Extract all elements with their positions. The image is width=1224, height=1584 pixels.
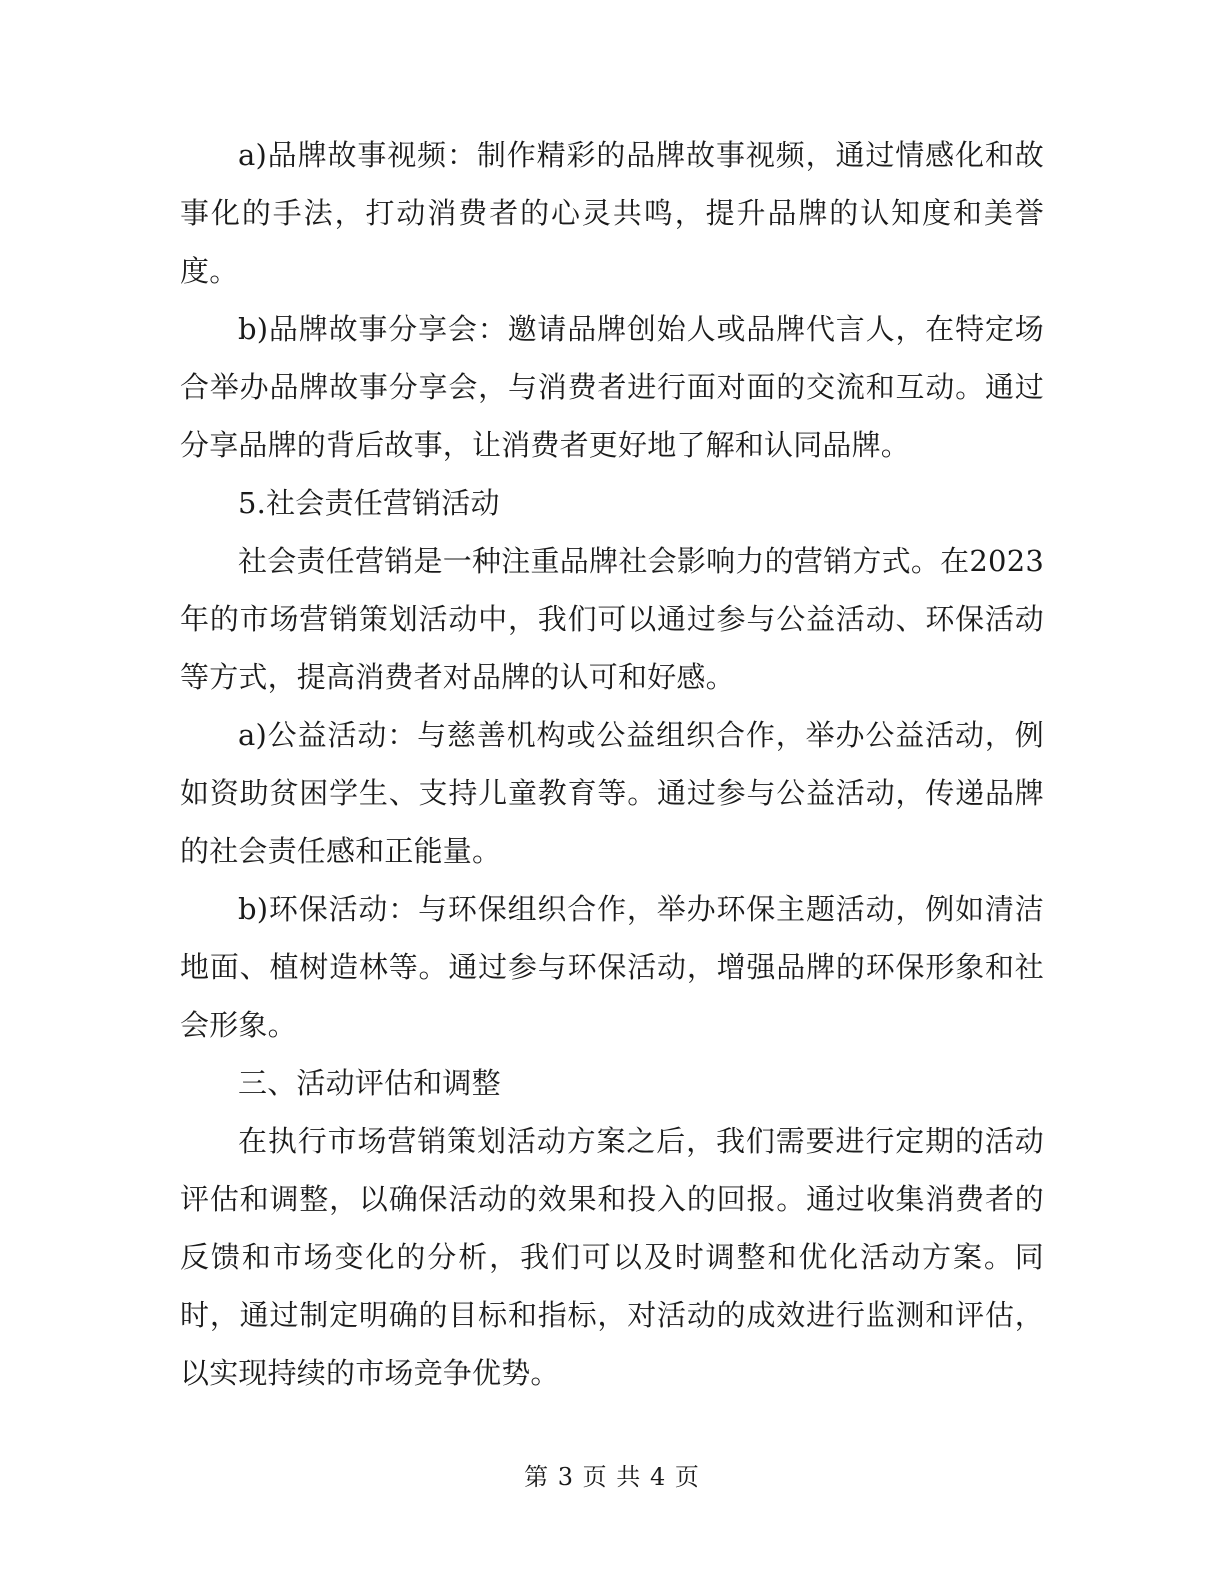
paragraph-social-responsibility-intro: 社会责任营销是一种注重品牌社会影响力的营销方式。在2023年的市场营销策划活动中，我们可以通过参与公益活动、环保活动等方式，提高消费者对品牌的认可和好感。 xyxy=(180,544,1044,694)
section-heading-evaluation: 三、活动评估和调整 xyxy=(238,1066,501,1100)
paragraph-brand-story-sharing: b)品牌故事分享会：邀请品牌创始人或品牌代言人，在特定场合举办品牌故事分享会，与消费者进行面对面的交流和互动。通过分享品牌的背后故事，让消费者更好地了解和认同品牌。 xyxy=(180,312,1044,462)
document-body xyxy=(180,126,1044,1402)
paragraph-evaluation: 在执行市场营销策划活动方案之后，我们需要进行定期的活动评估和调整，以确保活动的效果和投入的回报。通过收集消费者的反馈和市场变化的分析，我们可以及时调整和优化活动方案。同时，通过制定明确的目标和指标，对活动的成效进行监测和评估，以实现持续的市场竞争优势。 xyxy=(180,1124,1044,1390)
paragraph-charity-activity: a)公益活动：与慈善机构或公益组织合作，举办公益活动，例如资助贫困学生、支持儿童教育等。通过参与公益活动，传递品牌的社会责任感和正能量。 xyxy=(180,718,1044,868)
section-heading-social-responsibility: 5.社会责任营销活动 xyxy=(238,486,500,520)
paragraph-environmental-activity: b)环保活动：与环保组织合作，举办环保主题活动，例如清洁地面、植树造林等。通过参与环保活动，增强品牌的环保形象和社会形象。 xyxy=(180,892,1044,1042)
paragraph-brand-story-video: a)品牌故事视频：制作精彩的品牌故事视频，通过情感化和故事化的手法，打动消费者的心灵共鸣，提升品牌的认知度和美誉度。 xyxy=(180,138,1044,288)
page-number-footer: 第 3 页 共 4 页 xyxy=(524,1463,700,1491)
